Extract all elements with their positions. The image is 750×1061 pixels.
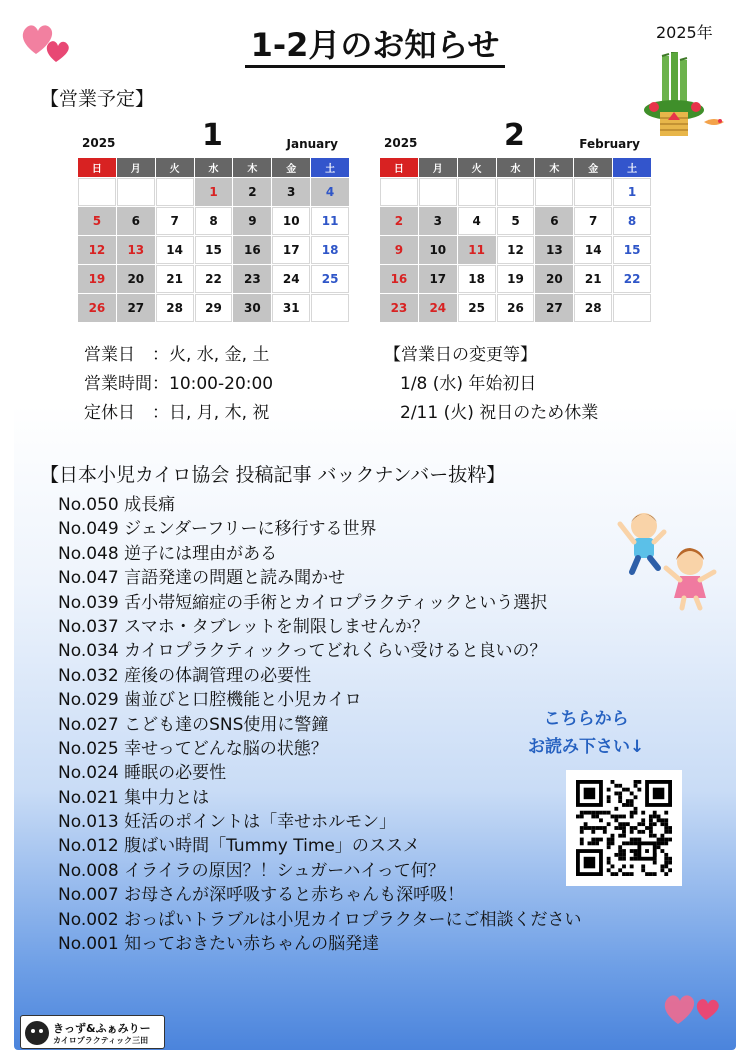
calendar-day: 3 bbox=[419, 207, 457, 235]
calendar-week bbox=[78, 178, 350, 207]
calendar-day: 26 bbox=[497, 294, 535, 322]
weekday-header: 木 bbox=[535, 158, 573, 177]
weekday-header: 日 bbox=[78, 158, 116, 177]
qr-caption-line: こちらから bbox=[543, 709, 629, 729]
logo-face-icon bbox=[25, 1021, 49, 1045]
calendar-day bbox=[78, 178, 116, 206]
calendar-day: 15 bbox=[613, 236, 651, 264]
calendar-day: 24 bbox=[272, 265, 310, 293]
article-item: No.050 成長痛 bbox=[58, 495, 176, 515]
calendar-day: 10 bbox=[272, 207, 310, 235]
calendar-day: 30 bbox=[233, 294, 271, 322]
article-item: No.001 知っておきたい赤ちゃんの脳発達 bbox=[58, 934, 380, 955]
calendar-january bbox=[72, 116, 344, 332]
calendar-day: 22 bbox=[195, 265, 233, 293]
business-info bbox=[84, 341, 273, 428]
weekday-header: 金 bbox=[272, 158, 310, 177]
calendar-week bbox=[380, 236, 652, 265]
calendar-day: 22 bbox=[613, 265, 651, 293]
calendar-week bbox=[78, 265, 350, 294]
calendar-day: 1 bbox=[613, 178, 651, 206]
calendar-day bbox=[458, 178, 496, 206]
calendar-header bbox=[374, 116, 646, 158]
calendar-month-english: February bbox=[579, 137, 640, 151]
calendar-week bbox=[78, 207, 350, 236]
calendar-week bbox=[380, 178, 652, 207]
calendar-day: 17 bbox=[272, 236, 310, 264]
calendar-day: 9 bbox=[380, 236, 418, 264]
calendar-day: 16 bbox=[380, 265, 418, 293]
weekday-header: 火 bbox=[458, 158, 496, 177]
logo-text: きっず&ふぁみりー bbox=[53, 1022, 151, 1035]
calendar-day: 29 bbox=[195, 294, 233, 322]
calendar-day: 24 bbox=[419, 294, 457, 322]
article-list bbox=[58, 493, 582, 956]
calendar-grid bbox=[78, 158, 350, 323]
calendar-day: 21 bbox=[574, 265, 612, 293]
calendar-week bbox=[78, 236, 350, 265]
heart-icon bbox=[660, 980, 724, 1034]
article-item: No.039 舌小帯短縮症の手術とカイロプラクティックという選択 bbox=[58, 592, 548, 613]
calendar-day: 7 bbox=[156, 207, 194, 235]
calendar-day bbox=[311, 294, 349, 322]
qr-caption bbox=[528, 705, 644, 761]
article-item: No.037 スマホ・タブレットを制限しませんか？ bbox=[58, 616, 429, 637]
schedule-heading: 【営業予定】 bbox=[40, 88, 155, 110]
calendar-day: 14 bbox=[574, 236, 612, 264]
calendar-day bbox=[613, 294, 651, 322]
article-item: No.048 逆子には理由がある bbox=[58, 543, 278, 564]
calendar-week bbox=[78, 294, 350, 323]
calendar-day: 20 bbox=[117, 265, 155, 293]
children-illustration bbox=[614, 502, 726, 612]
article-item: No.002 おっぱいトラブルは小児カイロプラクターにご相談ください bbox=[58, 909, 582, 930]
qr-caption-line: お読み下さい↓ bbox=[528, 737, 645, 757]
article-item: No.049 ジェンダーフリーに移行する世界 bbox=[58, 519, 377, 540]
weekday-header: 土 bbox=[311, 158, 349, 177]
calendar-day: 27 bbox=[535, 294, 573, 322]
calendar-day: 23 bbox=[380, 294, 418, 322]
calendar-day: 4 bbox=[311, 178, 349, 206]
calendar-day: 23 bbox=[233, 265, 271, 293]
calendar-day: 5 bbox=[78, 207, 116, 235]
calendar-day: 28 bbox=[156, 294, 194, 322]
weekday-header: 金 bbox=[574, 158, 612, 177]
calendar-header bbox=[72, 116, 344, 158]
articles-heading: 【日本小児カイロ協会 投稿記事 バックナンバー抜粋】 bbox=[40, 464, 506, 486]
calendar-day: 26 bbox=[78, 294, 116, 322]
calendar-day: 21 bbox=[156, 265, 194, 293]
changes-heading: 【営業日の変更等】 bbox=[384, 345, 537, 365]
logo-subtext: カイロプラクティック三田 bbox=[53, 1036, 149, 1045]
business-hours: 営業時間：10:00-20:00 bbox=[84, 374, 274, 394]
calendar-day: 3 bbox=[272, 178, 310, 206]
calendar-day: 16 bbox=[233, 236, 271, 264]
article-item: No.012 腹ばい時間「Tummy Time」のススメ bbox=[58, 836, 420, 857]
calendar-day: 17 bbox=[419, 265, 457, 293]
weekday-header: 月 bbox=[419, 158, 457, 177]
article-item: No.047 言語発達の問題と読み聞かせ bbox=[58, 568, 346, 589]
calendar-day bbox=[380, 178, 418, 206]
calendar-year: 2025 bbox=[82, 136, 116, 150]
schedule-changes bbox=[384, 341, 598, 428]
calendar-day: 4 bbox=[458, 207, 496, 235]
calendar-day: 19 bbox=[497, 265, 535, 293]
weekday-header: 水 bbox=[195, 158, 233, 177]
calendar-month: 1 bbox=[202, 118, 223, 153]
article-item: No.034 カイロプラクティックってどれくらい受けると良いの？ bbox=[58, 641, 547, 662]
change-item: 1/8 (水) 年始初日 bbox=[400, 374, 537, 394]
calendar-day: 13 bbox=[117, 236, 155, 264]
logo bbox=[20, 1015, 165, 1049]
calendar-day: 18 bbox=[458, 265, 496, 293]
calendar-day bbox=[497, 178, 535, 206]
calendar-day bbox=[156, 178, 194, 206]
calendar-day: 14 bbox=[156, 236, 194, 264]
year-label: 2025年 bbox=[656, 23, 713, 42]
calendar-month: 2 bbox=[504, 118, 525, 153]
weekday-header: 月 bbox=[117, 158, 155, 177]
page-title: 1-2月のお知らせ bbox=[0, 20, 750, 66]
article-item: No.025 幸せってどんな脳の状態？ bbox=[58, 738, 328, 759]
article-item: No.027 こども達のSNS使用に警鐘 bbox=[58, 714, 329, 735]
weekday-header: 水 bbox=[497, 158, 535, 177]
closed-days: 定休日 ：日, 月, 木, 祝 bbox=[84, 403, 270, 423]
calendar-day: 10 bbox=[419, 236, 457, 264]
calendar-day: 12 bbox=[78, 236, 116, 264]
calendar-day: 2 bbox=[380, 207, 418, 235]
weekday-header: 火 bbox=[156, 158, 194, 177]
calendar-day: 12 bbox=[497, 236, 535, 264]
qr-code[interactable] bbox=[566, 770, 682, 886]
calendar-day: 1 bbox=[195, 178, 233, 206]
calendar-day: 8 bbox=[613, 207, 651, 235]
calendar-day: 19 bbox=[78, 265, 116, 293]
change-item: 2/11 (火) 祝日のため休業 bbox=[400, 403, 599, 423]
article-item: No.013 妊活のポイントは「幸せホルモン」 bbox=[58, 812, 397, 833]
calendar-day: 25 bbox=[458, 294, 496, 322]
business-days: 営業日 ：火, 水, 金, 土 bbox=[84, 345, 270, 365]
article-item: No.032 産後の体調管理の必要性 bbox=[58, 665, 312, 686]
calendar-day bbox=[574, 178, 612, 206]
calendar-year: 2025 bbox=[384, 136, 418, 150]
weekday-header: 日 bbox=[380, 158, 418, 177]
article-item: No.007 お母さんが深呼吸すると赤ちゃんも深呼吸！ bbox=[58, 885, 465, 906]
calendar-day: 5 bbox=[497, 207, 535, 235]
calendar-day: 11 bbox=[311, 207, 349, 235]
calendar-day: 27 bbox=[117, 294, 155, 322]
calendar-day: 13 bbox=[535, 236, 573, 264]
calendar-february bbox=[374, 116, 646, 332]
calendar-week bbox=[380, 265, 652, 294]
qr-code-image bbox=[576, 780, 672, 876]
calendar-day bbox=[535, 178, 573, 206]
calendar-day: 31 bbox=[272, 294, 310, 322]
article-item: No.008 イライラの原因？！シュガーハイって何？ bbox=[58, 860, 445, 881]
calendar-grid bbox=[380, 158, 652, 323]
calendar-day: 18 bbox=[311, 236, 349, 264]
calendar-week bbox=[380, 294, 652, 323]
calendar-day bbox=[117, 178, 155, 206]
calendar-day: 8 bbox=[195, 207, 233, 235]
article-item: No.024 睡眠の必要性 bbox=[58, 763, 227, 784]
calendar-day bbox=[419, 178, 457, 206]
article-item: No.029 歯並びと口腔機能と小児カイロ bbox=[58, 690, 362, 711]
calendar-day: 28 bbox=[574, 294, 612, 322]
calendar-day: 9 bbox=[233, 207, 271, 235]
calendar-day: 2 bbox=[233, 178, 271, 206]
weekday-header: 土 bbox=[613, 158, 651, 177]
calendar-day: 11 bbox=[458, 236, 496, 264]
calendar-day: 20 bbox=[535, 265, 573, 293]
calendar-month-english: January bbox=[286, 137, 338, 151]
calendar-week bbox=[380, 207, 652, 236]
calendar-day: 25 bbox=[311, 265, 349, 293]
calendar-day: 6 bbox=[535, 207, 573, 235]
calendar-day: 15 bbox=[195, 236, 233, 264]
calendar-day: 6 bbox=[117, 207, 155, 235]
weekday-header: 木 bbox=[233, 158, 271, 177]
article-item: No.021 集中力とは bbox=[58, 787, 210, 808]
calendar-day: 7 bbox=[574, 207, 612, 235]
